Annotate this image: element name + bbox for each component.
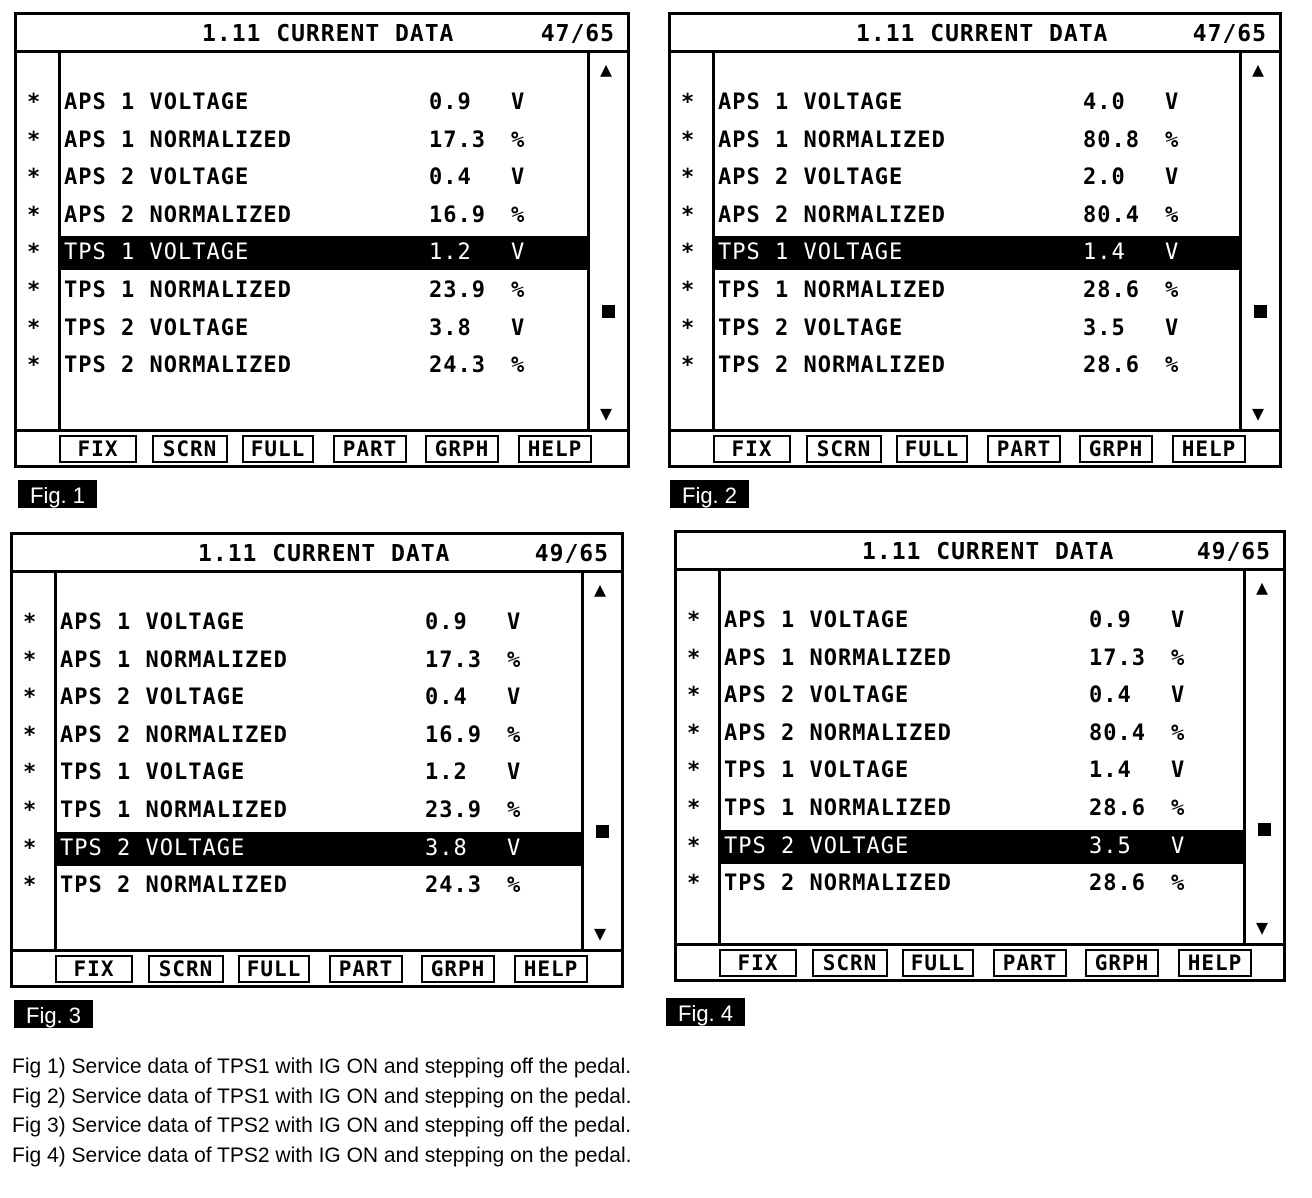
row-label: APS 2 VOLTAGE [724, 683, 910, 709]
row-label: TPS 1 VOLTAGE [64, 240, 250, 266]
data-row[interactable] [27, 161, 587, 195]
row-unit: % [1171, 871, 1186, 897]
row-value: 0.4 [1089, 683, 1132, 709]
row-unit: % [507, 647, 522, 673]
help-button[interactable]: HELP [518, 435, 592, 463]
row-marker: * [681, 165, 696, 191]
row-marker: * [23, 798, 38, 823]
screen-title: 1.11 CURRENT DATA [856, 21, 1109, 47]
data-row[interactable] [681, 199, 1239, 233]
row-label: APS 2 NORMALIZED [718, 202, 946, 228]
row-unit: % [1165, 202, 1180, 228]
grph-button[interactable]: GRPH [421, 955, 495, 983]
scroll-down-icon[interactable]: ▼ [1252, 401, 1265, 425]
figure-label: Fig. 4 [666, 998, 745, 1026]
scroll-down-icon[interactable]: ▼ [1256, 915, 1269, 939]
scan-screen-fig4 [674, 530, 1286, 982]
function-key-bar [677, 943, 1283, 979]
row-label: APS 1 NORMALIZED [60, 647, 288, 673]
row-marker: * [27, 278, 42, 303]
row-value: 0.9 [429, 90, 472, 115]
row-marker: * [681, 127, 696, 153]
part-button[interactable]: PART [333, 435, 407, 463]
data-row[interactable] [23, 794, 581, 828]
screen-title: 1.11 CURRENT DATA [202, 21, 455, 47]
figure-label: Fig. 3 [14, 1000, 93, 1028]
row-unit: V [511, 240, 526, 266]
row-marker: * [687, 683, 702, 709]
data-row[interactable] [687, 867, 1243, 901]
help-button[interactable]: HELP [1172, 435, 1246, 463]
row-unit: % [1171, 645, 1186, 671]
row-unit: % [507, 798, 522, 823]
row-unit: % [511, 278, 526, 303]
scrollbar[interactable] [581, 573, 621, 949]
scrollbar[interactable] [1243, 571, 1283, 943]
row-marker: * [23, 873, 38, 899]
data-row[interactable] [23, 869, 581, 903]
scroll-thumb-icon[interactable] [1258, 823, 1271, 836]
scroll-thumb-icon[interactable] [1254, 305, 1267, 318]
full-button[interactable]: FULL [896, 435, 968, 463]
row-label: TPS 1 NORMALIZED [60, 798, 288, 823]
row-marker: * [23, 610, 38, 635]
row-label: APS 2 NORMALIZED [724, 720, 952, 746]
data-list [687, 571, 1243, 943]
row-value: 80.8 [1083, 127, 1140, 153]
row-value: 3.8 [429, 315, 472, 341]
row-unit: % [1171, 796, 1186, 821]
row-label: APS 2 VOLTAGE [64, 165, 250, 191]
figure-captions [12, 1052, 631, 1170]
row-unit: V [511, 315, 526, 341]
help-button[interactable]: HELP [1178, 949, 1252, 977]
row-label: TPS 2 NORMALIZED [718, 353, 946, 379]
scroll-down-icon[interactable]: ▼ [600, 401, 613, 425]
screen-titlebar [17, 15, 627, 53]
fix-button[interactable]: FIX [713, 435, 791, 463]
row-value: 1.4 [1089, 758, 1132, 784]
data-row[interactable] [27, 312, 587, 346]
fix-button[interactable]: FIX [59, 435, 137, 463]
scroll-thumb-icon[interactable] [596, 825, 609, 838]
row-label: TPS 2 NORMALIZED [64, 353, 292, 379]
row-label: APS 2 VOLTAGE [718, 165, 904, 191]
page-counter: 49/65 [1196, 539, 1271, 565]
row-marker: * [687, 871, 702, 897]
fix-button[interactable]: FIX [719, 949, 797, 977]
row-label: TPS 1 NORMALIZED [64, 278, 292, 303]
row-label: APS 1 NORMALIZED [64, 127, 292, 153]
row-value: 80.4 [1089, 720, 1146, 746]
row-marker: * [23, 835, 38, 861]
scrn-button[interactable]: SCRN [148, 955, 224, 983]
caption-line: Fig 4) Service data of TPS2 with IG ON and stepping on the pedal. [12, 1143, 632, 1167]
part-button[interactable]: PART [987, 435, 1061, 463]
row-marker: * [687, 608, 702, 633]
screen-titlebar [671, 15, 1279, 53]
figure-label: Fig. 2 [670, 480, 749, 508]
row-label: TPS 1 VOLTAGE [718, 240, 904, 266]
data-row[interactable] [27, 86, 587, 120]
row-marker: * [681, 278, 696, 303]
row-unit: % [1165, 127, 1180, 153]
data-row[interactable] [27, 274, 587, 308]
scroll-down-icon[interactable]: ▼ [594, 921, 607, 945]
row-unit: V [1165, 240, 1180, 266]
data-row[interactable] [681, 349, 1239, 383]
row-label: APS 2 NORMALIZED [64, 202, 292, 228]
row-marker: * [27, 240, 42, 266]
full-button[interactable]: FULL [238, 955, 310, 983]
row-value: 28.6 [1083, 278, 1140, 303]
scroll-up-icon[interactable]: ▲ [600, 57, 613, 81]
data-row[interactable] [23, 756, 581, 790]
row-label: APS 1 VOLTAGE [718, 90, 904, 115]
data-row[interactable] [23, 832, 581, 866]
row-unit: % [511, 353, 526, 379]
row-unit: V [507, 835, 522, 861]
screen-titlebar [677, 533, 1283, 571]
data-list [681, 53, 1239, 429]
row-label: TPS 1 VOLTAGE [724, 758, 910, 784]
data-row[interactable] [27, 199, 587, 233]
row-marker: * [27, 127, 42, 153]
part-button[interactable]: PART [993, 949, 1067, 977]
row-value: 28.6 [1083, 353, 1140, 379]
row-label: APS 1 NORMALIZED [724, 645, 952, 671]
grph-button[interactable]: GRPH [425, 435, 499, 463]
scrollbar[interactable] [1239, 53, 1279, 429]
row-unit: V [1165, 165, 1180, 191]
data-row[interactable] [681, 236, 1239, 270]
page-counter: 47/65 [540, 21, 615, 47]
row-unit: V [507, 610, 522, 635]
row-unit: V [507, 760, 522, 786]
row-value: 80.4 [1083, 202, 1140, 228]
row-label: APS 1 VOLTAGE [60, 610, 246, 635]
row-value: 28.6 [1089, 871, 1146, 897]
row-unit: V [1165, 90, 1180, 115]
row-unit: V [511, 165, 526, 191]
row-value: 4.0 [1083, 90, 1126, 115]
row-unit: % [507, 873, 522, 899]
data-row[interactable] [681, 86, 1239, 120]
row-marker: * [27, 165, 42, 191]
row-value: 17.3 [425, 647, 482, 673]
row-value: 0.9 [425, 610, 468, 635]
row-marker: * [27, 315, 42, 341]
row-label: TPS 1 NORMALIZED [718, 278, 946, 303]
function-key-bar [671, 429, 1279, 465]
row-marker: * [681, 315, 696, 341]
data-row[interactable] [27, 236, 587, 270]
data-row[interactable] [687, 717, 1243, 751]
data-row[interactable] [681, 274, 1239, 308]
row-unit: V [1171, 683, 1186, 709]
data-row[interactable] [681, 312, 1239, 346]
row-marker: * [681, 90, 696, 115]
data-row[interactable] [687, 830, 1243, 864]
row-marker: * [27, 202, 42, 228]
row-label: TPS 1 VOLTAGE [60, 760, 246, 786]
row-label: TPS 2 VOLTAGE [724, 833, 910, 859]
row-value: 23.9 [429, 278, 486, 303]
row-marker: * [687, 720, 702, 746]
row-label: TPS 2 VOLTAGE [60, 835, 246, 861]
data-row[interactable] [23, 681, 581, 715]
row-unit: V [511, 90, 526, 115]
scan-screen-fig2 [668, 12, 1282, 468]
scrn-button[interactable]: SCRN [806, 435, 882, 463]
row-marker: * [23, 685, 38, 711]
row-marker: * [23, 647, 38, 673]
scrn-button[interactable]: SCRN [812, 949, 888, 977]
grph-button[interactable]: GRPH [1079, 435, 1153, 463]
row-unit: V [1171, 758, 1186, 784]
row-value: 3.8 [425, 835, 468, 861]
data-row[interactable] [23, 606, 581, 640]
row-label: TPS 2 VOLTAGE [64, 315, 250, 341]
row-unit: % [1165, 353, 1180, 379]
row-marker: * [27, 353, 42, 379]
row-value: 1.2 [429, 240, 472, 266]
data-row[interactable] [687, 792, 1243, 826]
data-row[interactable] [687, 604, 1243, 638]
row-unit: % [511, 127, 526, 153]
row-label: APS 1 NORMALIZED [718, 127, 946, 153]
row-marker: * [681, 202, 696, 228]
row-marker: * [23, 722, 38, 748]
row-marker: * [23, 760, 38, 786]
row-value: 17.3 [1089, 645, 1146, 671]
row-unit: % [507, 722, 522, 748]
row-marker: * [681, 353, 696, 379]
caption-line: Fig 3) Service data of TPS2 with IG ON and stepping off the pedal. [12, 1114, 632, 1137]
row-label: TPS 2 VOLTAGE [718, 315, 904, 341]
help-button[interactable]: HELP [514, 955, 588, 983]
fix-button[interactable]: FIX [55, 955, 133, 983]
grph-button[interactable]: GRPH [1085, 949, 1159, 977]
row-value: 0.4 [429, 165, 472, 191]
row-value: 2.0 [1083, 165, 1126, 191]
row-value: 23.9 [425, 798, 482, 823]
data-list [27, 53, 587, 429]
row-marker: * [687, 833, 702, 859]
part-button[interactable]: PART [329, 955, 403, 983]
data-row[interactable] [687, 642, 1243, 676]
row-marker: * [687, 645, 702, 671]
row-marker: * [687, 796, 702, 821]
data-row[interactable] [23, 644, 581, 678]
row-unit: V [1171, 833, 1186, 859]
scrn-button[interactable]: SCRN [152, 435, 228, 463]
scan-screen-fig3 [10, 532, 624, 988]
row-label: TPS 2 NORMALIZED [60, 873, 288, 899]
row-label: APS 1 VOLTAGE [64, 90, 250, 115]
full-button[interactable]: FULL [242, 435, 314, 463]
row-unit: V [1165, 315, 1180, 341]
row-value: 16.9 [429, 202, 486, 228]
screen-titlebar [13, 535, 621, 573]
screen-title: 1.11 CURRENT DATA [862, 539, 1115, 565]
scan-screen-fig1 [14, 12, 630, 468]
row-unit: % [511, 202, 526, 228]
data-row[interactable] [687, 754, 1243, 788]
function-key-bar [13, 949, 621, 985]
caption-line: Fig 1) Service data of TPS1 with IG ON and stepping off the pedal. [12, 1055, 632, 1078]
row-value: 24.3 [425, 873, 482, 899]
data-row[interactable] [27, 349, 587, 383]
row-label: APS 1 VOLTAGE [724, 608, 910, 633]
full-button[interactable]: FULL [902, 949, 974, 977]
row-unit: V [1171, 608, 1186, 633]
row-marker: * [687, 758, 702, 784]
row-value: 0.4 [425, 685, 468, 711]
row-unit: % [1165, 278, 1180, 303]
function-key-bar [17, 429, 627, 465]
caption-line: Fig 2) Service data of TPS1 with IG ON and stepping on the pedal. [12, 1084, 632, 1108]
row-label: TPS 2 NORMALIZED [724, 871, 952, 897]
row-value: 3.5 [1083, 315, 1126, 341]
screen-title: 1.11 CURRENT DATA [198, 541, 451, 567]
row-marker: * [681, 240, 696, 266]
row-value: 3.5 [1089, 833, 1132, 859]
row-label: TPS 1 NORMALIZED [724, 796, 952, 821]
row-value: 16.9 [425, 722, 482, 748]
data-row[interactable] [681, 124, 1239, 158]
row-value: 28.6 [1089, 796, 1146, 821]
scroll-up-icon[interactable]: ▲ [1256, 575, 1269, 599]
scroll-up-icon[interactable]: ▲ [594, 577, 607, 601]
row-unit: % [1171, 720, 1186, 746]
page-counter: 49/65 [534, 541, 609, 567]
scrollbar[interactable] [587, 53, 627, 429]
data-list [23, 573, 581, 949]
page-counter: 47/65 [1192, 21, 1267, 47]
figure-label: Fig. 1 [18, 480, 97, 508]
scroll-thumb-icon[interactable] [602, 305, 615, 318]
row-value: 17.3 [429, 127, 486, 153]
data-row[interactable] [687, 679, 1243, 713]
data-row[interactable] [681, 161, 1239, 195]
row-value: 0.9 [1089, 608, 1132, 633]
data-row[interactable] [23, 719, 581, 753]
row-marker: * [27, 90, 42, 115]
row-label: APS 2 VOLTAGE [60, 685, 246, 711]
row-value: 1.4 [1083, 240, 1126, 266]
data-row[interactable] [27, 124, 587, 158]
scroll-up-icon[interactable]: ▲ [1252, 57, 1265, 81]
row-label: APS 2 NORMALIZED [60, 722, 288, 748]
row-value: 1.2 [425, 760, 468, 786]
row-value: 24.3 [429, 353, 486, 379]
row-unit: V [507, 685, 522, 711]
